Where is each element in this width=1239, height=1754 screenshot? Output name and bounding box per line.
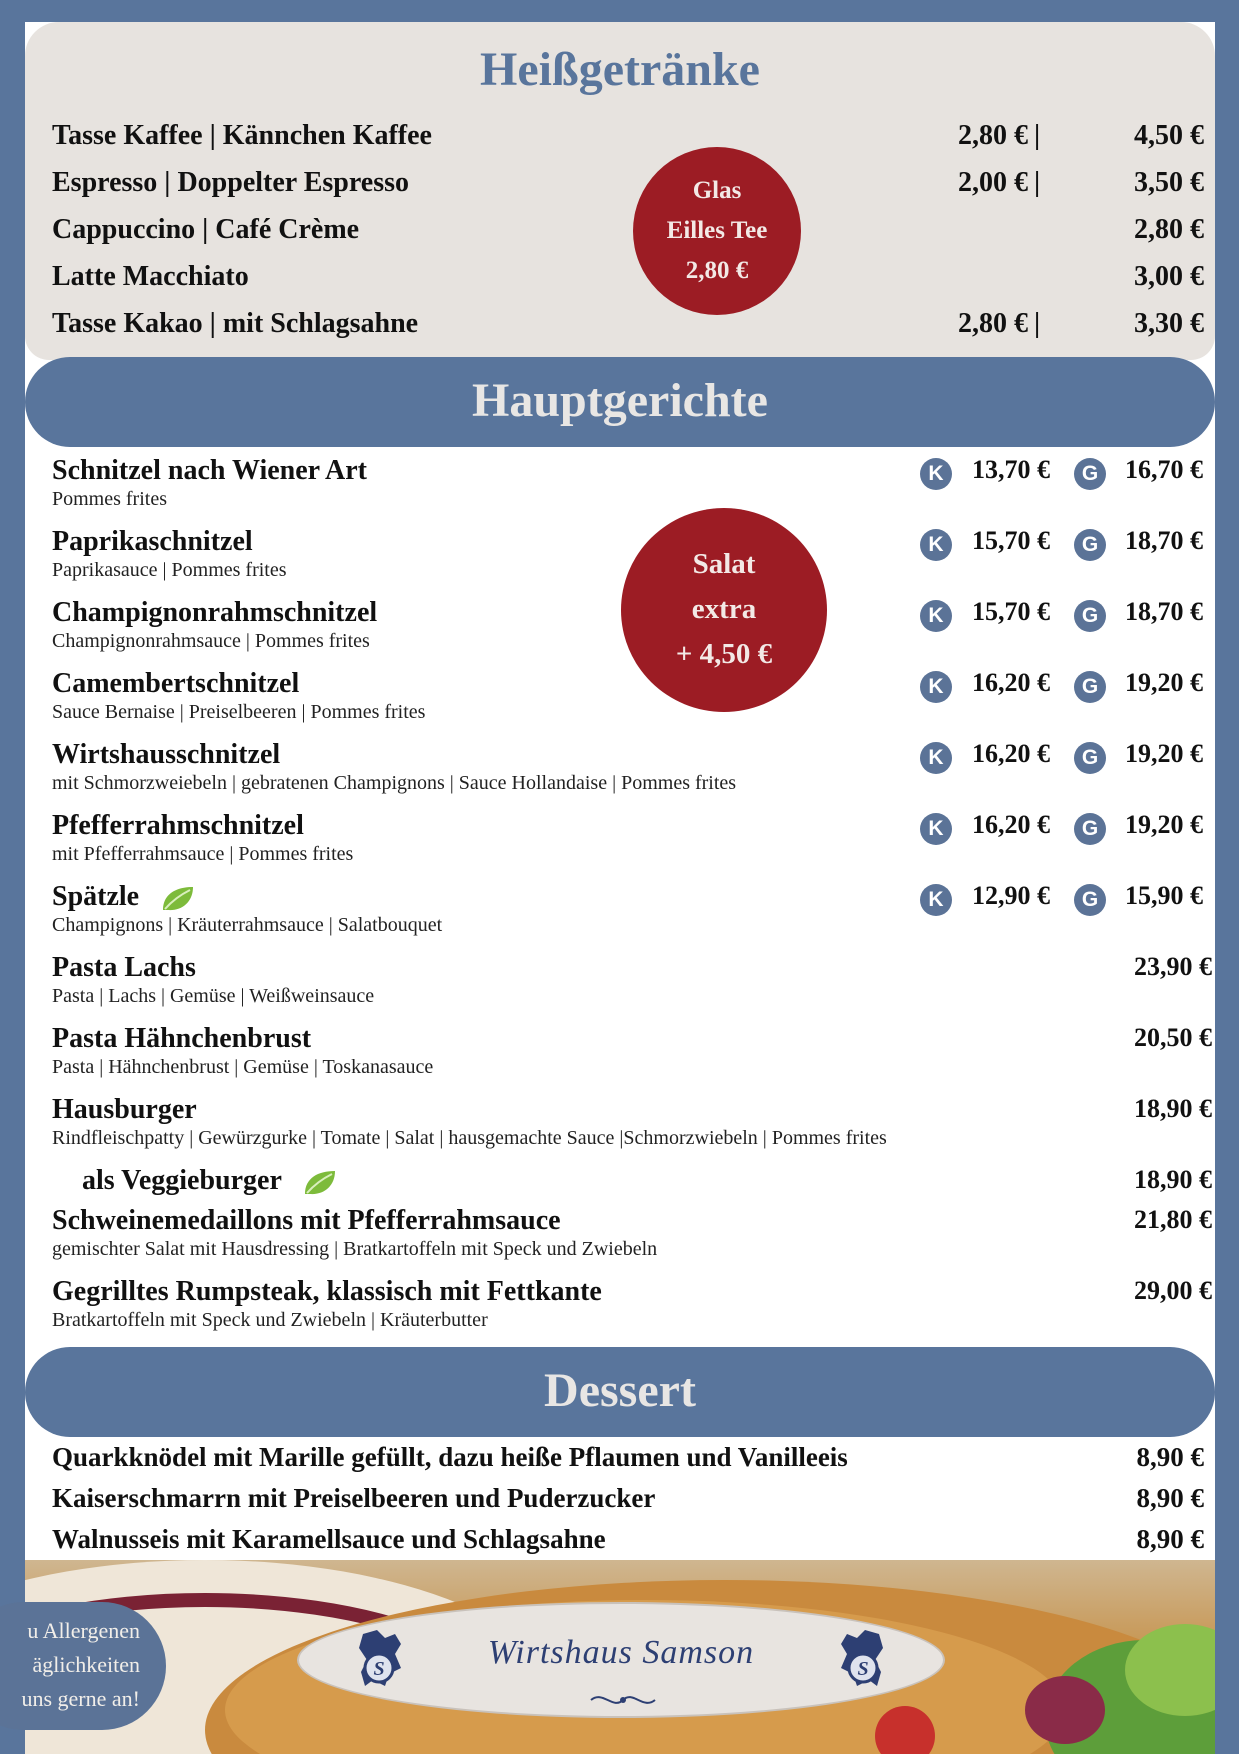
small-portion-icon: K xyxy=(920,600,952,632)
dish-price-large: 19,20 € xyxy=(1125,810,1203,839)
dish-title: Paprikaschnitzel xyxy=(52,526,253,557)
dish-item xyxy=(52,810,1212,876)
dish-title xyxy=(52,881,196,914)
dish-price: 18,90 € xyxy=(1134,1165,1212,1194)
dish-title: Champignonrahmschnitzel xyxy=(52,597,378,628)
small-portion-icon: K xyxy=(920,529,952,561)
hot-drink-name: Tasse Kaffee | Kännchen Kaffee xyxy=(52,120,432,151)
hot-drink-name: Tasse Kakao | mit Schlagsahne xyxy=(52,308,419,339)
large-portion-icon: G xyxy=(1074,813,1106,845)
price-separator: | xyxy=(1034,120,1041,151)
dish-title: Schnitzel nach Wiener Art xyxy=(52,455,367,486)
large-portion-icon: G xyxy=(1074,742,1106,774)
dish-description: Sauce Bernaise | Preiselbeeren | Pommes frites xyxy=(52,701,426,723)
dish-price-small: 16,20 € xyxy=(972,668,1050,697)
dish-description: Bratkartoffeln mit Speck und Zwiebeln | Kräuterbutter xyxy=(52,1309,488,1331)
dish-title: Schweinemedaillons mit Pfefferrahmsauce xyxy=(52,1205,561,1236)
hot-drink-price-small: 2,80 € xyxy=(958,120,1028,151)
small-portion-icon: K xyxy=(920,671,952,703)
dish-price-large: 18,70 € xyxy=(1125,526,1203,555)
dish-price-large: 19,20 € xyxy=(1125,668,1203,697)
dish-price: 29,00 € xyxy=(1134,1276,1212,1305)
ornament-icon xyxy=(589,1690,657,1710)
dish-item xyxy=(52,1023,1212,1089)
hot-drink-price-small: 2,00 € xyxy=(958,167,1028,198)
hot-drink-row xyxy=(52,308,1212,348)
hot-drink-price-large: 3,00 € xyxy=(1134,261,1204,292)
dish-description: gemischter Salat mit Hausdressing | Bratkartoffeln mit Speck und Zwiebeln xyxy=(52,1238,658,1260)
dish-title: Wirtshausschnitzel xyxy=(52,739,281,770)
dish-price: 21,80 € xyxy=(1134,1205,1212,1234)
section-header-main: Hauptgerichte xyxy=(25,357,1215,447)
svg-text:S: S xyxy=(857,1658,869,1680)
dish-title-text: Spätzle xyxy=(52,881,140,912)
logo-text: Wirtshaus Samson xyxy=(487,1634,755,1671)
dish-title: Pfefferrahmschnitzel xyxy=(52,810,304,841)
large-portion-icon: G xyxy=(1074,529,1106,561)
small-portion-icon: K xyxy=(920,813,952,845)
hot-drink-name: Cappuccino | Café Crème xyxy=(52,214,360,245)
dish-price-large: 16,70 € xyxy=(1125,455,1203,484)
hot-drink-row xyxy=(52,167,1212,207)
hot-drink-price-large: 3,30 € xyxy=(1134,308,1204,339)
hot-drink-price-large: 4,50 € xyxy=(1134,120,1204,151)
allergen-note-line1: u Allergenen xyxy=(27,1618,140,1643)
allergen-note-line3: uns gerne an! xyxy=(21,1686,140,1711)
lion-crest-icon xyxy=(833,1628,887,1690)
hot-drink-name: Latte Macchiato xyxy=(52,261,249,292)
tea-badge-line2: Eilles Tee xyxy=(666,217,768,244)
small-portion-icon: K xyxy=(920,742,952,774)
dessert-name: Walnusseis mit Karamellsauce und Schlagsahne xyxy=(52,1524,606,1554)
price-separator: | xyxy=(1034,167,1041,198)
hot-drink-row xyxy=(52,261,1212,301)
dish-title: Gegrilltes Rumpsteak, klassisch mit Fettkante xyxy=(52,1276,602,1307)
dish-title: Pasta Lachs xyxy=(52,952,196,983)
dish-description: mit Schmorzweiebeln | gebratenen Champignons | Sauce Hollandaise | Pommes frites xyxy=(52,772,737,794)
allergen-note xyxy=(0,1602,166,1730)
vegetarian-leaf-icon xyxy=(302,1168,338,1198)
dish-price-small: 15,70 € xyxy=(972,526,1050,555)
vegetarian-leaf-icon xyxy=(160,884,196,914)
dish-item xyxy=(52,668,1212,734)
dish-price-small: 13,70 € xyxy=(972,455,1050,484)
dish-title: Hausburger xyxy=(52,1094,197,1125)
dessert-name: Kaiserschmarrn mit Preiselbeeren und Puderzucker xyxy=(52,1483,656,1513)
dish-price-large: 15,90 € xyxy=(1125,881,1203,910)
dish-price: 23,90 € xyxy=(1134,952,1212,981)
dessert-name: Quarkknödel mit Marille gefüllt, dazu heiße Pflaumen und Vanilleeis xyxy=(52,1442,848,1472)
dish-description: mit Pfefferrahmsauce | Pommes frites xyxy=(52,843,354,865)
dish-title: Pasta Hähnchenbrust xyxy=(52,1023,312,1054)
dish-price: 20,50 € xyxy=(1134,1023,1212,1052)
dish-price-large: 18,70 € xyxy=(1125,597,1203,626)
dish-item xyxy=(52,455,1212,521)
svg-text:S: S xyxy=(373,1658,385,1680)
dish-title xyxy=(82,1165,338,1198)
dish-description: Champignons | Kräuterrahmsauce | Salatbouquet xyxy=(52,914,443,936)
large-portion-icon: G xyxy=(1074,884,1106,916)
dish-title: Camembertschnitzel xyxy=(52,668,300,699)
large-portion-icon: G xyxy=(1074,671,1106,703)
dish-price-small: 16,20 € xyxy=(972,810,1050,839)
dish-item xyxy=(52,1165,1212,1205)
hot-drink-row xyxy=(52,120,1212,160)
dessert-price: 8,90 € xyxy=(1136,1483,1204,1513)
hot-drink-name: Espresso | Doppelter Espresso xyxy=(52,167,409,198)
dish-item xyxy=(52,1205,1212,1271)
dish-item xyxy=(52,597,1212,663)
dish-item xyxy=(52,881,1212,947)
salad-badge-line3: + 4,50 € xyxy=(675,638,773,670)
hot-drink-price-large: 3,50 € xyxy=(1134,167,1204,198)
dish-price-small: 15,70 € xyxy=(972,597,1050,626)
salad-badge-line1: Salat xyxy=(692,548,756,580)
restaurant-logo xyxy=(297,1602,945,1718)
dish-description: Rindfleischpatty | Gewürzgurke | Tomate | Salat | hausgemachte Sauce |Schmorzwiebeln | Pommes frites xyxy=(52,1127,887,1149)
dish-item xyxy=(52,952,1212,1018)
small-portion-icon: K xyxy=(920,458,952,490)
dish-item xyxy=(52,739,1212,805)
hot-drink-row xyxy=(52,214,1212,254)
dish-item xyxy=(52,526,1212,592)
dessert-price: 8,90 € xyxy=(1136,1524,1204,1554)
dish-description: Paprikasauce | Pommes frites xyxy=(52,559,287,581)
tea-badge xyxy=(633,147,801,315)
tea-badge-line3: 2,80 € xyxy=(685,257,749,284)
dish-price-small: 16,20 € xyxy=(972,739,1050,768)
hot-drink-price-large: 2,80 € xyxy=(1134,214,1204,245)
dish-item xyxy=(52,1276,1212,1342)
dish-price-small: 12,90 € xyxy=(972,881,1050,910)
dish-description: Pasta | Lachs | Gemüse | Weißweinsauce xyxy=(52,985,375,1007)
dish-description: Pasta | Hähnchenbrust | Gemüse | Toskanasauce xyxy=(52,1056,434,1078)
small-portion-icon: K xyxy=(920,884,952,916)
allergen-note-line2: äglichkeiten xyxy=(32,1652,140,1677)
tea-badge-line1: Glas xyxy=(692,177,742,204)
dish-price-large: 19,20 € xyxy=(1125,739,1203,768)
dessert-price: 8,90 € xyxy=(1136,1442,1204,1472)
large-portion-icon: G xyxy=(1074,600,1106,632)
dish-price: 18,90 € xyxy=(1134,1094,1212,1123)
salad-badge-line2: extra xyxy=(691,593,757,625)
dish-title-text: als Veggieburger xyxy=(82,1165,282,1196)
dish-description: Champignonrahmsauce | Pommes frites xyxy=(52,630,370,652)
section-header-dessert: Dessert xyxy=(25,1347,1215,1437)
dish-description: Pommes frites xyxy=(52,488,167,510)
hot-drink-price-small: 2,80 € xyxy=(958,308,1028,339)
large-portion-icon: G xyxy=(1074,458,1106,490)
section-header-hot-drinks: Heißgetränke xyxy=(25,22,1215,118)
price-separator: | xyxy=(1034,308,1041,339)
dish-item xyxy=(52,1094,1212,1160)
